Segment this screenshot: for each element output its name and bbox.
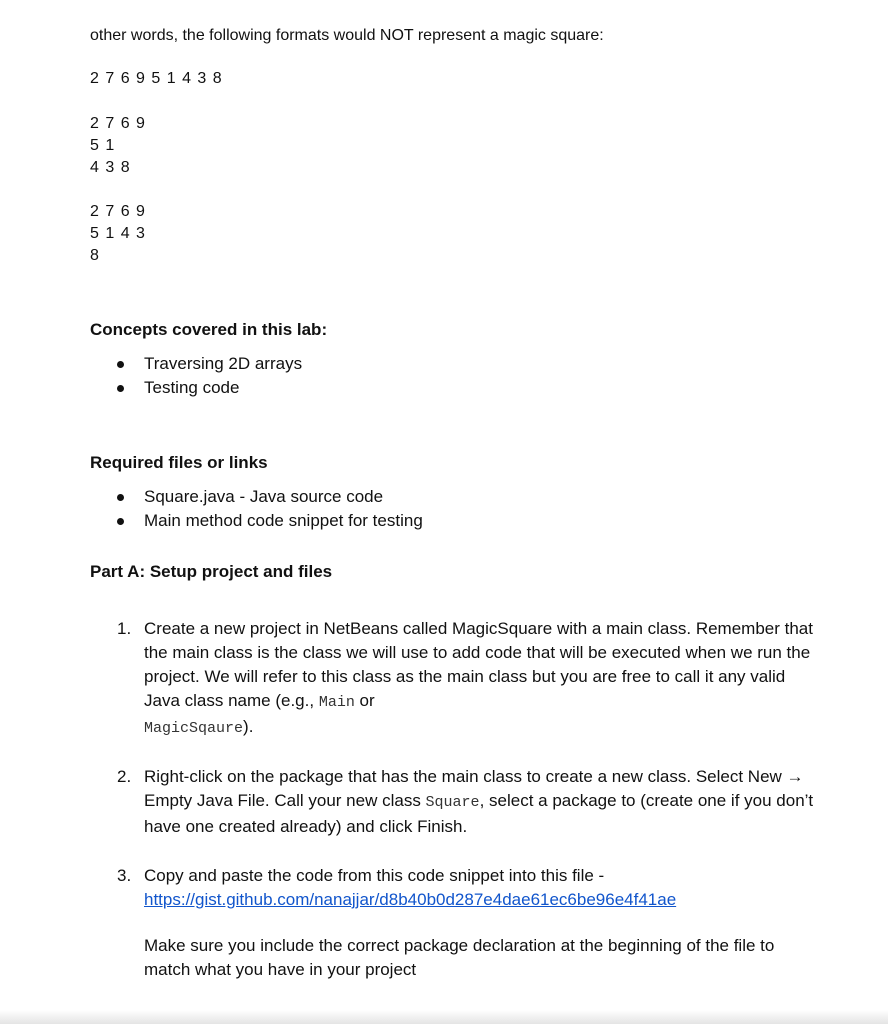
bullet-icon	[117, 361, 124, 368]
list-item	[90, 485, 423, 509]
example-2-line-1: 2 7 6 9	[90, 115, 146, 132]
code-square: Square	[425, 794, 480, 811]
bullet-icon	[117, 385, 124, 392]
step-1-text: Create a new project in NetBeans called MagicSquare with a main class. Remember that the main class is the class we will use to add code that will be executed when we run the project. We will refer to this class as the main class but you are free to call it any valid Java class name (e.g.,	[144, 619, 813, 710]
example-3	[90, 201, 146, 267]
example-3-line-2: 5 1 4 3	[90, 225, 146, 242]
example-2-line-2: 5 1	[90, 137, 116, 154]
example-1-line: 2 7 6 9 5 1 4 3 8	[90, 70, 223, 87]
step-number: 3.	[117, 866, 132, 885]
step-2-body	[144, 765, 817, 839]
step-2	[117, 765, 817, 839]
step-1-text-mid: or	[354, 691, 375, 710]
step-3-body	[144, 864, 817, 982]
bullet-icon	[117, 518, 124, 525]
code-main: Main	[318, 694, 355, 711]
step-2-text: Right-click on the package that has the main class to create a new class. Select New → Empty Java File. Call your new class	[144, 767, 804, 810]
page-bottom-edge	[0, 1010, 888, 1024]
step-2-text-end: , select a package to (create one if you don’t have one created already) and click Finish.	[144, 791, 814, 836]
step-3	[117, 864, 817, 982]
concepts-list	[90, 352, 302, 400]
bullet-icon	[117, 494, 124, 501]
gist-link[interactable]: https://gist.github.com/nanajjar/d8b40b0d287e4dae61ec6be96e4f41ae	[144, 890, 677, 909]
concepts-heading: Concepts covered in this lab:	[90, 320, 328, 339]
list-item-text: Main method code snippet for testing	[144, 511, 423, 530]
step-1-text-end: ).	[243, 717, 254, 736]
example-2-line-3: 4 3 8	[90, 159, 131, 176]
list-item-text: Square.java - Java source code	[144, 487, 384, 506]
example-3-line-1: 2 7 6 9	[90, 203, 146, 220]
step-3-note: Make sure you include the correct package declaration at the beginning of the file to match what you have in your project	[144, 936, 775, 979]
list-item	[90, 352, 302, 376]
part-a-heading: Part A: Setup project and files	[90, 562, 333, 581]
required-list	[90, 485, 423, 533]
list-item	[90, 509, 423, 533]
step-3-text: Copy and paste the code from this code snippet into this file -	[144, 866, 605, 885]
list-item-text: Traversing 2D arrays	[144, 354, 303, 373]
step-1-body	[144, 617, 817, 741]
step-number: 1.	[117, 619, 132, 638]
step-number: 2.	[117, 767, 132, 786]
required-heading: Required files or links	[90, 453, 268, 472]
step-1	[117, 617, 817, 741]
example-3-line-3: 8	[90, 247, 100, 264]
list-item	[90, 376, 302, 400]
example-2	[90, 113, 146, 179]
list-item-text: Testing code	[144, 378, 240, 397]
intro-text: other words, the following formats would NOT represent a magic square:	[90, 27, 604, 44]
example-1	[90, 68, 223, 90]
code-magicsqaure: MagicSqaure	[144, 720, 244, 737]
